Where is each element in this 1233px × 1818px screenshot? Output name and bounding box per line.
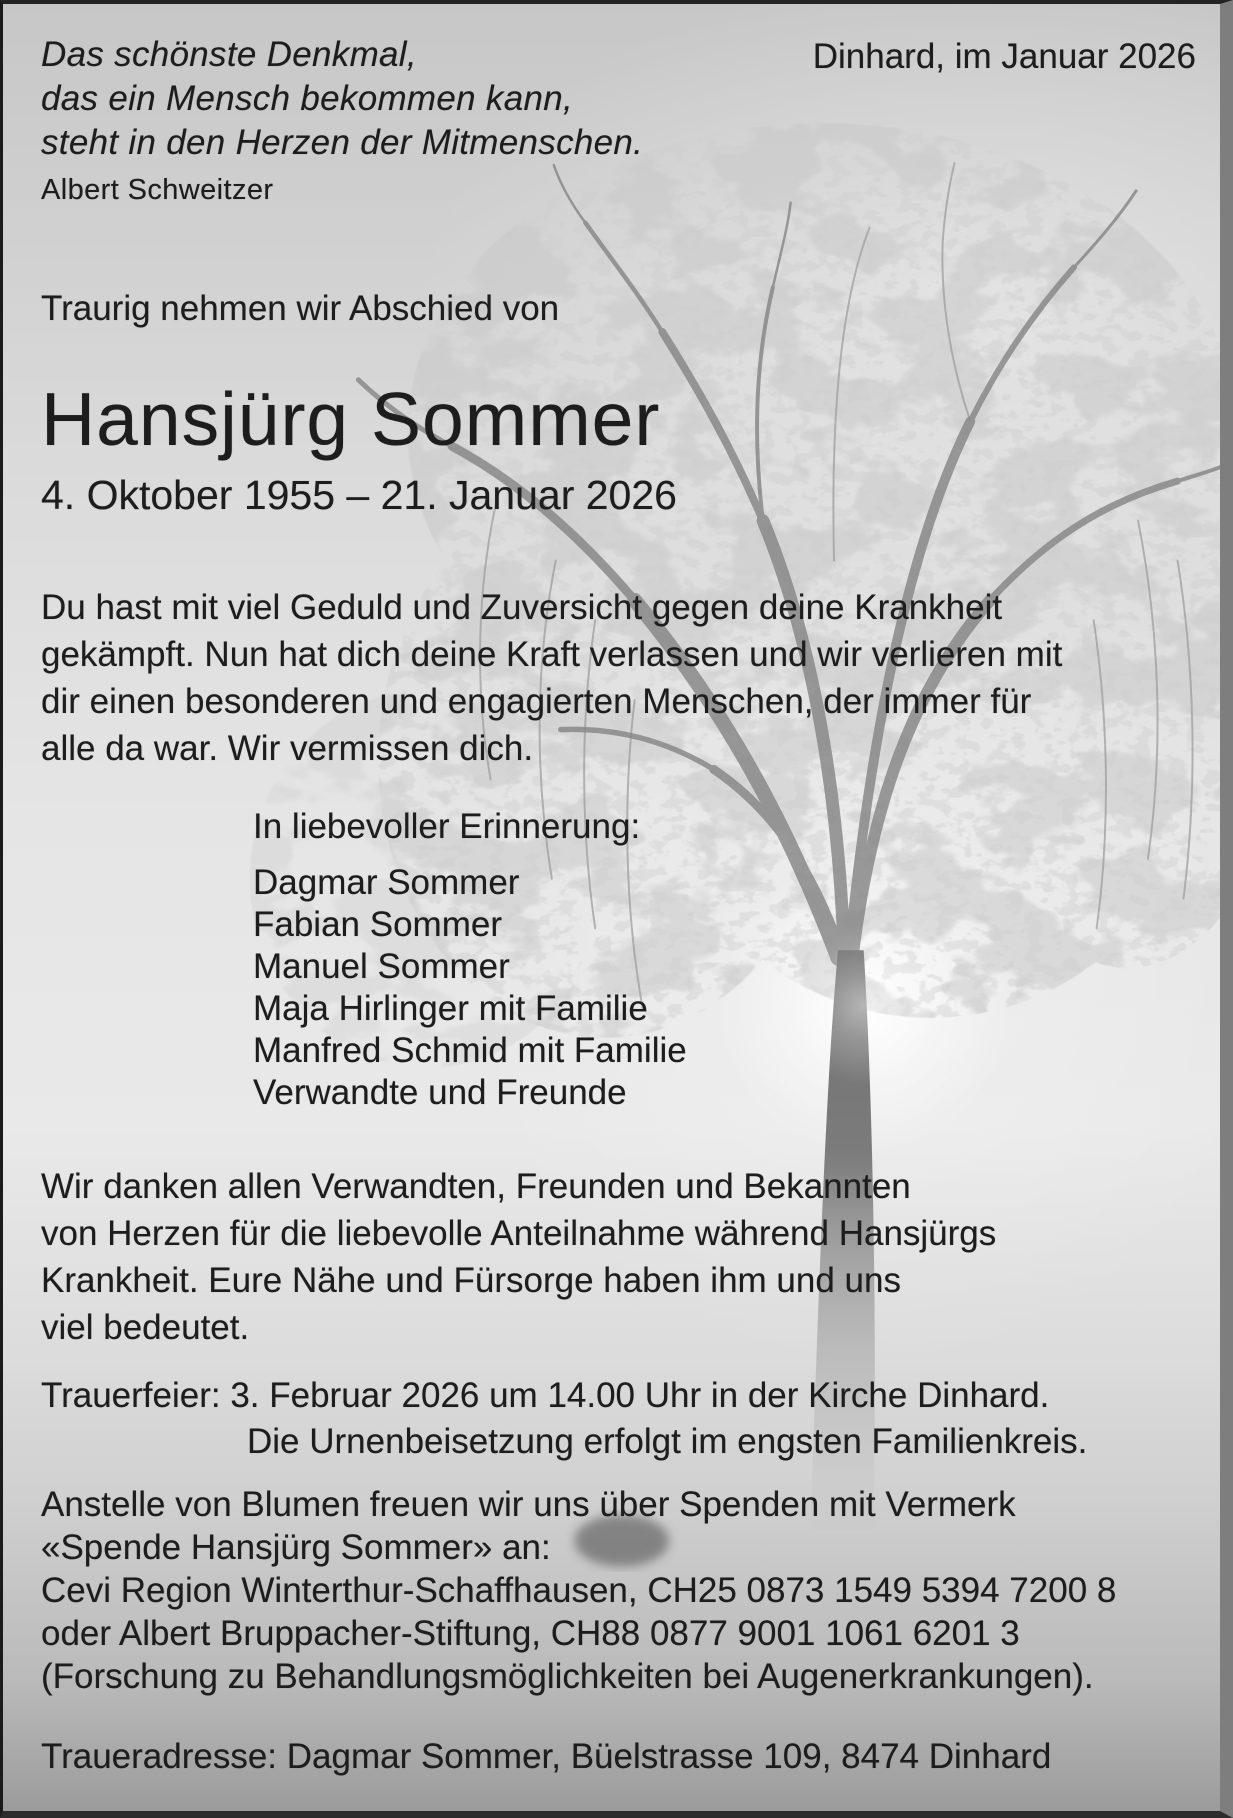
urn-burial-line: Die Urnenbeisetzung erfolgt im engsten Familienkreis. <box>247 1422 1088 1461</box>
donation-info <box>41 1483 1116 1698</box>
mourner-name: Maja Hirlinger mit Familie <box>253 989 648 1028</box>
tribute-line: Du hast mit viel Geduld und Zuversicht gegen deine Krankheit <box>41 588 1003 627</box>
funeral-info <box>41 1373 1087 1465</box>
tribute-paragraph <box>41 584 1062 772</box>
memorial-quote <box>41 33 643 165</box>
mourning-address: Traueradresse: Dagmar Sommer, Büelstrasse 109, 8474 Dinhard <box>41 1737 1052 1776</box>
mourner-name: Manfred Schmid mit Familie <box>253 1031 687 1070</box>
donation-line: «Spende Hansjürg Sommer» an: <box>41 1528 551 1567</box>
thanks-paragraph <box>41 1163 996 1351</box>
life-dates: 4. Oktober 1955 – 21. Januar 2026 <box>41 472 677 518</box>
donation-line: oder Albert Bruppacher-Stiftung, CH88 0877 9001 1061 6201 3 <box>41 1614 1020 1653</box>
quote-line: steht in den Herzen der Mitmenschen. <box>41 123 644 162</box>
mourners-list <box>253 862 687 1114</box>
thanks-line: Krankheit. Eure Nähe und Fürsorge haben ihm und uns <box>41 1261 901 1300</box>
funeral-service-line: Trauerfeier: 3. Februar 2026 um 14.00 Uhr in der Kirche Dinhard. <box>41 1376 1050 1415</box>
quote-line: Das schönste Denkmal, <box>41 35 417 74</box>
tribute-line: dir einen besonderen und engagierten Menschen, der immer für <box>41 682 1032 721</box>
mourner-name: Dagmar Sommer <box>253 863 520 902</box>
donation-line: Anstelle von Blumen freuen wir uns über Spenden mit Vermerk <box>41 1485 1016 1524</box>
thanks-line: viel bedeutet. <box>41 1308 250 1347</box>
tribute-line: gekämpft. Nun hat dich deine Kraft verlassen und wir verlieren mit <box>41 635 1063 674</box>
remembrance-heading: In liebevoller Erinnerung: <box>253 807 641 846</box>
place-dateline: Dinhard, im Januar 2026 <box>812 37 1196 76</box>
donation-line: (Forschung zu Behandlungsmöglichkeiten bei Augenerkrankungen). <box>41 1657 1094 1696</box>
tribute-line: alle da war. Wir vermissen dich. <box>41 729 534 768</box>
quote-line: das ein Mensch bekommen kann, <box>41 79 574 118</box>
thanks-line: von Herzen für die liebevolle Anteilnahme während Hansjürgs <box>41 1214 997 1253</box>
mourner-name: Manuel Sommer <box>253 947 510 986</box>
thanks-line: Wir danken allen Verwandten, Freunden und Bekannten <box>41 1167 911 1206</box>
mourner-name: Fabian Sommer <box>253 905 502 944</box>
donation-line: Cevi Region Winterthur-Schaffhausen, CH25 0873 1549 5394 7200 8 <box>41 1571 1117 1610</box>
mourner-name: Verwandte und Freunde <box>253 1073 627 1112</box>
farewell-intro: Traurig nehmen wir Abschied von <box>41 289 560 328</box>
deceased-name: Hansjürg Sommer <box>41 377 661 461</box>
quote-attribution: Albert Schweitzer <box>41 174 274 206</box>
